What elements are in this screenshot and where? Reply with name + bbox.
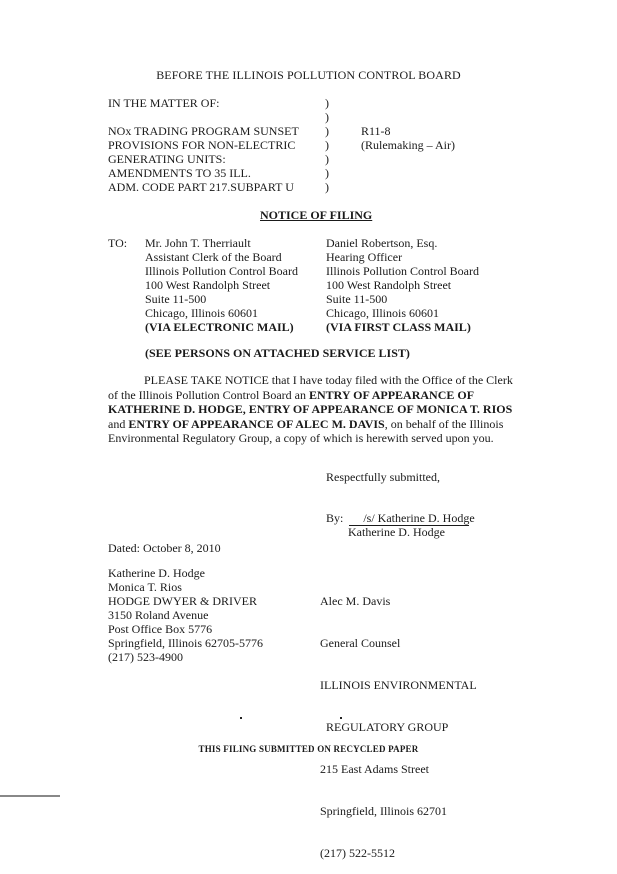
signature-line	[326, 511, 475, 525]
paragraph-line: KATHERINE D. HODGE, ENTRY OF APPEARANCE OF MONICA T. RIOS	[108, 402, 513, 416]
to-label: TO:	[108, 236, 128, 250]
counsel-line: Post Office Box 5776	[108, 622, 213, 636]
delivery-method: (VIA ELECTRONIC MAIL)	[145, 320, 294, 334]
bracket: )	[325, 166, 329, 180]
counsel-line: REGULATORY GROUP	[320, 720, 449, 734]
bracket: )	[325, 152, 329, 166]
paragraph-line: Environmental Regulatory Group, a copy of which is herewith served upon you.	[108, 431, 494, 445]
counsel-ierg	[320, 566, 477, 874]
recipient-line: Daniel Robertson, Esq.	[326, 236, 438, 250]
counsel-line: 215 East Adams Street	[320, 762, 429, 776]
case-number: R11-8	[361, 124, 391, 138]
scan-edge-mark	[0, 795, 60, 797]
bracket: )	[325, 96, 329, 110]
counsel-line: Katherine D. Hodge	[108, 566, 205, 580]
counsel-line: (217) 523-4900	[108, 650, 183, 664]
paragraph-line	[108, 388, 524, 403]
caption-brackets	[325, 96, 329, 194]
counsel-line: HODGE DWYER & DRIVER	[108, 594, 257, 608]
subject-line: PROVISIONS FOR NON-ELECTRIC	[108, 138, 296, 152]
bracket: )	[325, 138, 329, 152]
recipient-line: Assistant Clerk of the Board	[145, 250, 282, 264]
counsel-line: 3150 Roland Avenue	[108, 608, 209, 622]
counsel-line: Springfield, Illinois 62701	[320, 804, 447, 818]
bracket: )	[325, 110, 329, 124]
counsel-line: (217) 522-5512	[320, 846, 395, 860]
service-list-note: (SEE PERSONS ON ATTACHED SERVICE LIST)	[145, 346, 410, 360]
signature-rule	[349, 511, 475, 526]
counsel-line: Monica T. Rios	[108, 580, 182, 594]
recipient-line: Chicago, Illinois 60601	[145, 306, 258, 320]
counsel-line: Springfield, Illinois 62705-5776	[108, 636, 263, 650]
counsel-hodge-dwyer	[108, 566, 263, 664]
notice-title: NOTICE OF FILING	[260, 208, 373, 222]
paragraph-bold-text: ENTRY OF APPEARANCE OF ALEC M. DAVIS	[128, 416, 385, 431]
recipient-line: 100 West Randolph Street	[145, 278, 271, 292]
counsel-line: General Counsel	[320, 636, 401, 650]
notice-paragraph	[108, 373, 524, 446]
recipient-line: Suite 11-500	[145, 292, 207, 306]
paragraph-text: , on behalf of the Illinois	[384, 416, 504, 431]
recipient-line: Illinois Pollution Control Board	[326, 264, 480, 278]
scan-speck	[240, 717, 242, 719]
recipient-hearing-clerk	[145, 236, 298, 334]
printed-name: Katherine D. Hodge	[348, 525, 445, 539]
recipient-line: Hearing Officer	[326, 250, 403, 264]
subject-line: GENERATING UNITS:	[108, 152, 226, 166]
paragraph-line: PLEASE TAKE NOTICE that I have today filed with the Office of the Clerk	[144, 373, 513, 387]
recipient-line: Suite 11-500	[326, 292, 388, 306]
bracket: )	[325, 124, 329, 138]
subject-line: NOx TRADING PROGRAM SUNSET	[108, 124, 299, 138]
recipient-line: 100 West Randolph Street	[326, 278, 452, 292]
subject-line: ADM. CODE PART 217.SUBPART U	[108, 180, 294, 194]
case-type: (Rulemaking – Air)	[361, 138, 455, 152]
by-label: By:	[326, 511, 344, 525]
board-heading: BEFORE THE ILLINOIS POLLUTION CONTROL BOARD	[156, 68, 461, 82]
paragraph-text: of the Illinois Pollution Control Board an	[108, 387, 309, 402]
signature-block	[326, 511, 475, 539]
recipient-line: Chicago, Illinois 60601	[326, 306, 439, 320]
e-signature: /s/ Katherine D. Hodge	[363, 511, 475, 525]
paragraph-line	[108, 417, 524, 432]
subject-line: AMENDMENTS TO 35 ILL.	[108, 166, 251, 180]
counsel-line: Alec M. Davis	[320, 594, 391, 608]
paragraph-bold-text: ENTRY OF APPEARANCE OF	[309, 387, 475, 402]
dated: Dated: October 8, 2010	[108, 541, 221, 555]
scan-speck	[340, 717, 342, 719]
caption-subject	[108, 124, 299, 194]
delivery-method: (VIA FIRST CLASS MAIL)	[326, 320, 471, 334]
counsel-line: ILLINOIS ENVIRONMENTAL	[320, 678, 477, 692]
paragraph-text: and	[108, 416, 129, 431]
matter-label: IN THE MATTER OF:	[108, 96, 220, 110]
recipient-line: Mr. John T. Therriault	[145, 236, 251, 250]
bracket: )	[325, 180, 329, 194]
closing: Respectfully submitted,	[326, 470, 440, 484]
footer-note: THIS FILING SUBMITTED ON RECYCLED PAPER	[198, 744, 419, 754]
recipient-hearing-officer	[326, 236, 479, 334]
recipient-line: Illinois Pollution Control Board	[145, 264, 299, 278]
